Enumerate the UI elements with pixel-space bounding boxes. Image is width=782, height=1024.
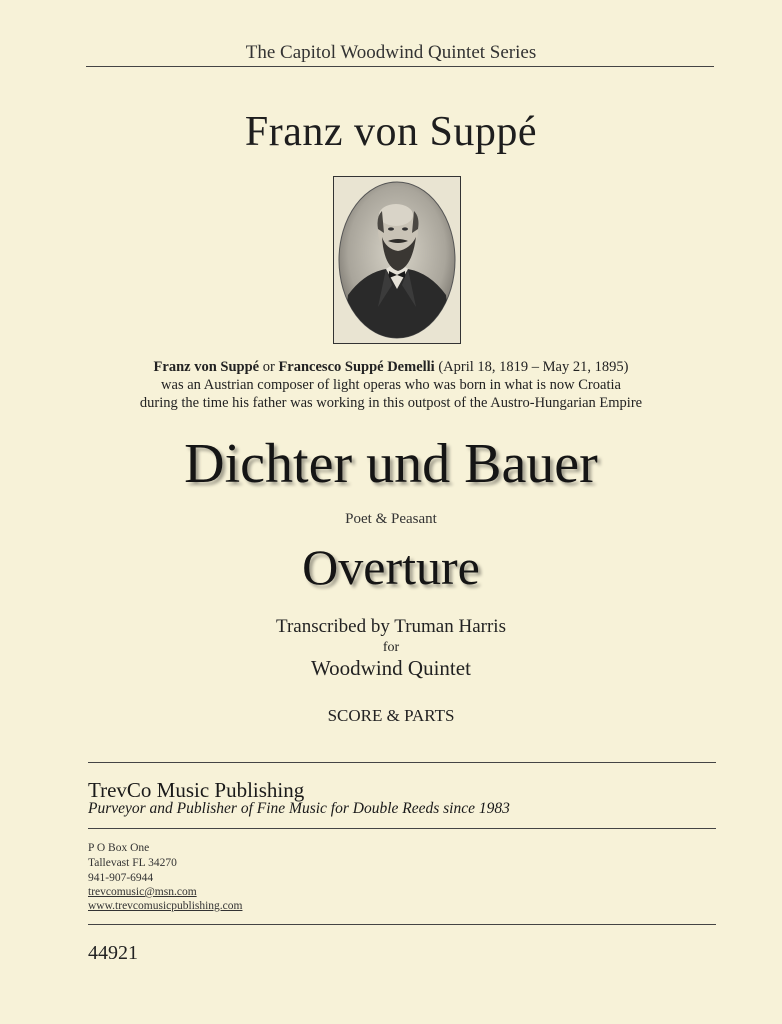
work-form: Overture bbox=[302, 539, 480, 595]
composer-name: Franz von Suppé bbox=[244, 109, 538, 155]
publisher-website-link[interactable]: www.trevcomusicpublishing.com bbox=[88, 900, 243, 912]
address-line-2: Tallevast FL 34270 bbox=[88, 857, 177, 869]
bio-line-3: during the time his father was working in this outpost of the Austro-Hungarian Empire bbox=[139, 395, 643, 411]
publisher-mid-rule bbox=[88, 828, 716, 829]
publisher-name: TrevCo Music Publishing bbox=[88, 778, 305, 802]
publisher-top-rule bbox=[88, 762, 716, 763]
publisher-tagline: Purveyor and Publisher of Fine Music for Double Reeds since 1983 bbox=[88, 800, 510, 817]
bio-line-2: was an Austrian composer of light operas who was born in what is now Croatia bbox=[161, 377, 621, 393]
bio-or: or bbox=[259, 359, 279, 375]
catalog-number: 44921 bbox=[88, 942, 138, 964]
series-title: The Capitol Woodwind Quintet Series bbox=[245, 42, 537, 63]
instrumentation: Woodwind Quintet bbox=[311, 656, 471, 680]
work-subtitle: Poet & Peasant bbox=[345, 511, 437, 527]
bio-line-1 bbox=[0, 358, 782, 376]
transcriber-credit: Transcribed by Truman Harris bbox=[276, 616, 506, 637]
bio-name-2: Francesco Suppé Demelli bbox=[278, 359, 435, 375]
address-line-1: P O Box One bbox=[88, 842, 150, 854]
composer-portrait-icon bbox=[334, 177, 460, 343]
bio-dates: (April 18, 1819 – May 21, 1895) bbox=[434, 359, 629, 375]
bio-name-1: Franz von Suppé bbox=[153, 359, 260, 375]
work-title: Dichter und Bauer bbox=[184, 433, 598, 495]
publisher-email-link[interactable]: trevcomusic@msn.com bbox=[88, 886, 197, 898]
header-rule bbox=[86, 66, 714, 67]
publisher-bottom-rule bbox=[88, 924, 716, 925]
publisher-phone: 941-907-6944 bbox=[88, 872, 154, 884]
composer-portrait bbox=[333, 176, 461, 344]
for-label: for bbox=[382, 640, 400, 655]
edition-type: SCORE & PARTS bbox=[327, 706, 455, 725]
composer-bio bbox=[0, 358, 782, 412]
